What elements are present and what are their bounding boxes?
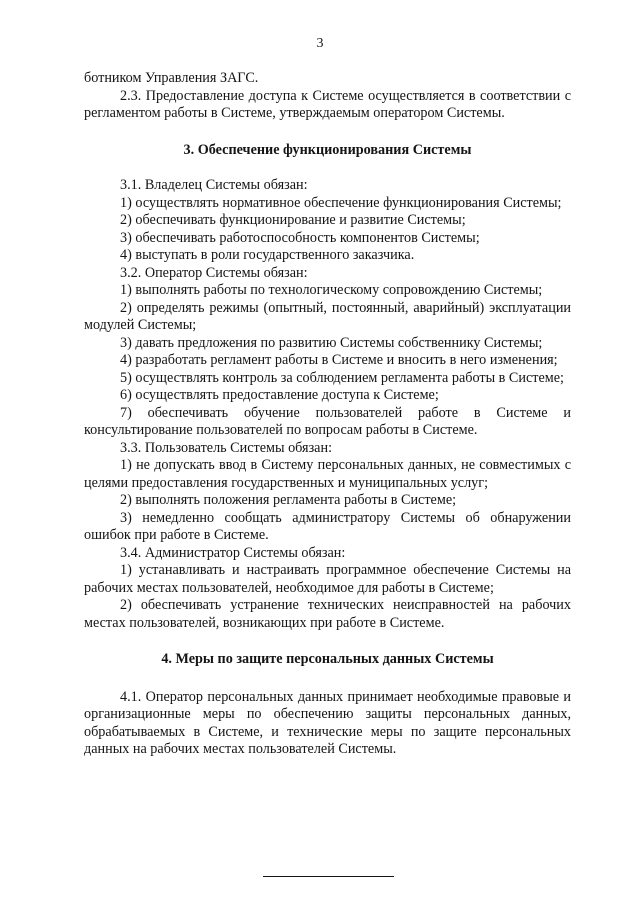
paragraph: 2) обеспечивать устранение технических неисправностей на рабочих местах пользователей, возникающих при работе в Системе. <box>84 597 571 631</box>
paragraph: 1) осуществлять нормативное обеспечение функционирования Системы; <box>120 194 562 211</box>
paragraph: 3.4. Администратор Системы обязан: <box>120 544 346 561</box>
paragraph: 5) осуществлять контроль за соблюдением регламента работы в Системе; <box>120 369 564 386</box>
paragraph: 2) выполнять положения регламента работы в Системе; <box>120 492 457 508</box>
paragraph: 3) давать предложения по развитию Системы собственнику Системы; <box>120 334 543 351</box>
paragraph: 2.3. Предоставление доступа к Системе осуществляется в соответствии с регламентом работы в Системе, утверждаемым оператором Системы. <box>84 87 571 121</box>
paragraph: 3.2. Оператор Системы обязан: <box>120 264 308 281</box>
paragraph: 4.1. Оператор персональных данных принимает необходимые правовые и организационные меры по обеспечению защиты персональных данных, обрабатываемых в Системе, и технические меры по защите персональных данных на рабочих местах пользователей Системы. <box>84 688 571 757</box>
paragraph: 6) осуществлять предоставление доступа к Системе; <box>120 387 439 403</box>
paragraph: ботником Управления ЗАГС. <box>84 70 259 86</box>
paragraph: 3) обеспечивать работоспособность компонентов Системы; <box>120 229 480 246</box>
paragraph: 2) обеспечивать функционирование и развитие Системы; <box>120 212 466 228</box>
paragraph: 1) выполнять работы по технологическому сопровождению Системы; <box>120 282 543 298</box>
paragraph: 1) не допускать ввод в Систему персональных данных, не совместимых с целями предоставления государственных и муниципальных услуг; <box>84 457 571 491</box>
end-of-document-rule <box>263 876 394 877</box>
section-4-heading: 4. Меры по защите персональных данных Системы <box>161 651 494 667</box>
paragraph: 7) обеспечивать обучение пользователей работе в Системе и консультирование пользователей по вопросам работы в Системе. <box>84 404 571 438</box>
paragraph: 3) немедленно сообщать администратору Системы об обнаружении ошибок при работе в Системе. <box>84 509 571 543</box>
paragraph: 2) определять режимы (опытный, постоянный, аварийный) эксплуатации модулей Системы; <box>84 299 571 333</box>
paragraph: 1) устанавливать и настраивать программное обеспечение Системы на рабочих местах пользователей, необходимое для работы в Системе; <box>84 562 571 596</box>
section-3-heading: 3. Обеспечение функционирования Системы <box>183 141 472 158</box>
paragraph: 3.3. Пользователь Системы обязан: <box>120 439 333 456</box>
paragraph: 3.1. Владелец Системы обязан: <box>120 177 308 193</box>
document-body <box>84 70 571 759</box>
paragraph: 4) выступать в роли государственного заказчика. <box>120 247 415 263</box>
paragraph: 4) разработать регламент работы в Системе и вносить в него изменения; <box>120 352 558 368</box>
page-number: 3 <box>316 36 324 51</box>
